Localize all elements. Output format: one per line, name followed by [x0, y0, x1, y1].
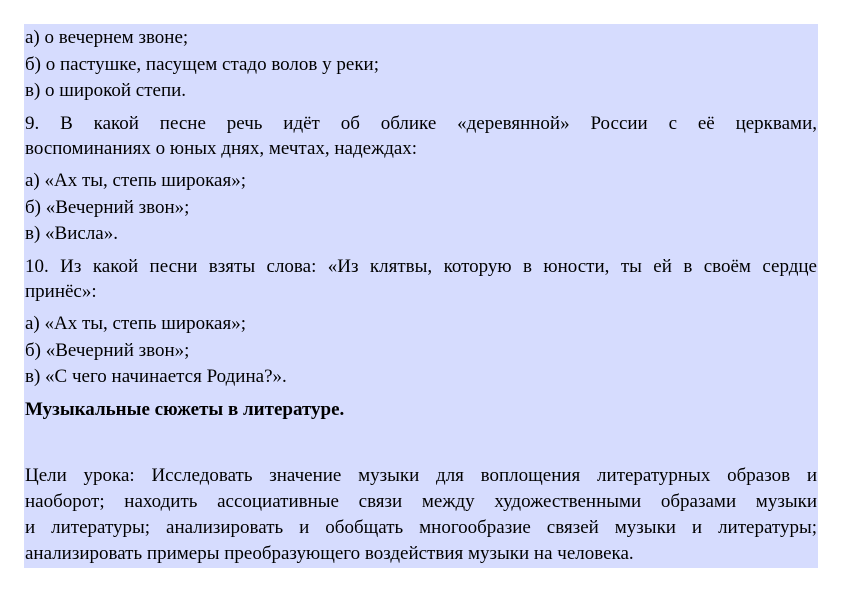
- document-page: [24, 24, 818, 568]
- q9-option-b: б) «Вечерний звон»;: [25, 197, 190, 218]
- q10-question-line-2: принёс»:: [25, 281, 97, 302]
- q9-question-line-1: 9. В какой песне речь идёт об облике «деревянной» России с её церквами,: [25, 113, 817, 134]
- q8-option-a: а) о вечернем звоне;: [25, 27, 189, 48]
- q9-option-c: в) «Висла».: [25, 223, 118, 244]
- q10-option-c: в) «С чего начинается Родина?».: [25, 366, 287, 387]
- lesson-goals-line-4: анализировать примеры преобразующего воздействия музыки на человека.: [25, 543, 634, 564]
- lesson-goals-line-2: наоборот; находить ассоциативные связи между художественными образами музыки: [25, 491, 817, 512]
- q9-option-a: а) «Ах ты, степь широкая»;: [25, 170, 246, 191]
- q8-option-b: б) о пастушке, пасущем стадо волов у реки;: [25, 54, 379, 75]
- lesson-goals-line-3: и литературы; анализировать и обобщать многообразие связей музыки и литературы;: [25, 517, 817, 538]
- q10-question-line-1: 10. Из какой песни взяты слова: «Из клятвы, которую в юности, ты ей в своём сердце: [25, 256, 817, 277]
- section-heading: Музыкальные сюжеты в литературе.: [25, 399, 345, 420]
- q9-question-line-2: воспоминаниях о юных днях, мечтах, надеждах:: [25, 138, 418, 159]
- q10-option-a: а) «Ах ты, степь широкая»;: [25, 313, 246, 334]
- q8-option-c: в) о широкой степи.: [25, 80, 187, 101]
- q10-option-b: б) «Вечерний звон»;: [25, 340, 190, 361]
- lesson-goals-line-1: Цели урока: Исследовать значение музыки для воплощения литературных образов и: [25, 465, 817, 486]
